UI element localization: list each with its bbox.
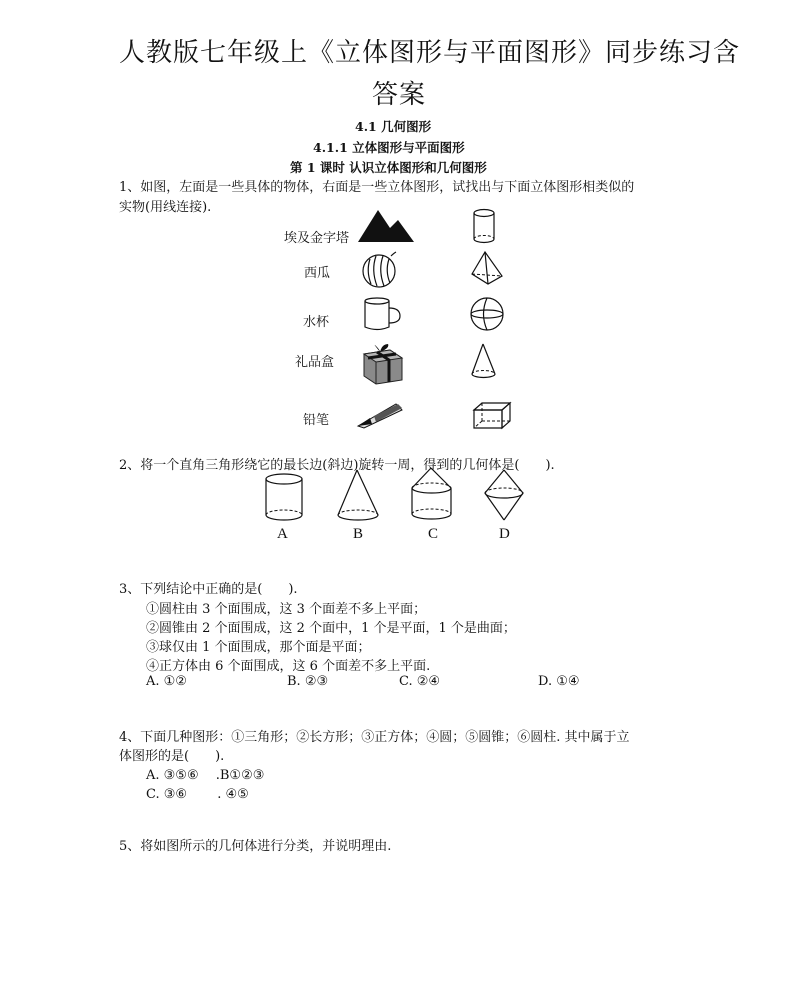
option-a-label: A: [277, 526, 288, 542]
pencil-picture: [356, 400, 406, 430]
giftbox-picture: [360, 342, 406, 388]
question-3-choice-a: A. ①②: [146, 674, 187, 689]
object-label-pyramid: 埃及金字塔: [284, 231, 350, 246]
object-label-watermelon: 西瓜: [304, 266, 331, 281]
question-1-line2: 实物(用线连接).: [119, 200, 212, 215]
cylinder-icon: [470, 208, 500, 248]
tetrahedron-icon: [468, 250, 508, 290]
watermelon-picture: [360, 250, 400, 290]
question-3-statement-3: ③球仅由 1 个面围成，那个面是平面；: [146, 640, 371, 655]
option-a-cylinder-icon: [262, 470, 310, 526]
option-c-cone-cylinder-icon: [408, 466, 458, 526]
question-4-line1: 4、下面几种图形：①三角形；②长方形；③正方体；④圆；⑤圆锥；⑥圆柱. 其中属于立: [119, 730, 630, 745]
section-heading: 4.1 几何图形: [355, 119, 432, 134]
question-3-choice-c: C. ②④: [399, 674, 441, 689]
object-label-pencil: 铅笔: [303, 413, 330, 428]
question-3-statement-1: ①圆柱由 3 个面围成，这 3 个面差不多上平面；: [146, 602, 427, 617]
question-4-choices-row1: A. ③⑤⑥ .B①②③: [146, 768, 265, 783]
sphere-icon: [468, 296, 508, 334]
question-3-statement-4: ④正方体由 6 个面围成，这 6 个面差不多上平面.: [146, 659, 431, 674]
question-3-text: 3、下列结论中正确的是( ).: [119, 582, 298, 597]
question-1-line1: 1、如图，左面是一些具体的物体，右面是一些立体图形，试找出与下面立体图形相类似的: [119, 180, 635, 195]
object-label-cup: 水杯: [303, 315, 330, 330]
option-c-label: C: [428, 526, 439, 542]
option-b-label: B: [353, 526, 364, 542]
cone-icon: [468, 340, 502, 380]
pyramid-picture: [356, 206, 416, 244]
question-4-line2: 体图形的是( ).: [119, 749, 225, 764]
option-d-double-cone-icon: [482, 468, 530, 526]
cup-picture: [362, 296, 406, 334]
object-label-giftbox: 礼品盒: [295, 355, 335, 370]
lesson-heading: 第 1 课时 认识立体图形和几何图形: [290, 160, 487, 175]
question-3-statement-2: ②圆锥由 2 个面围成，这 2 个面中，1 个是平面，1 个是曲面；: [146, 621, 516, 636]
option-b-cone-icon: [334, 468, 384, 526]
question-5-text: 5、将如图所示的几何体进行分类，并说明理由.: [119, 839, 392, 854]
question-4-choices-row2: C. ③⑥ . ④⑤: [146, 787, 249, 802]
page-title-line2: 答案: [372, 80, 427, 110]
cuboid-icon: [470, 400, 514, 432]
question-3-choice-d: D. ①④: [538, 674, 580, 689]
question-2-text: 2、将一个直角三角形绕它的最长边(斜边)旋转一周，得到的几何体是( ).: [119, 458, 555, 473]
option-d-label: D: [499, 526, 510, 542]
question-3-choice-b: B. ②③: [287, 674, 329, 689]
page-title-line1: 人教版七年级上《立体图形与平面图形》同步练习含: [119, 38, 741, 68]
subsection-heading: 4.1.1 立体图形与平面图形: [313, 140, 465, 155]
